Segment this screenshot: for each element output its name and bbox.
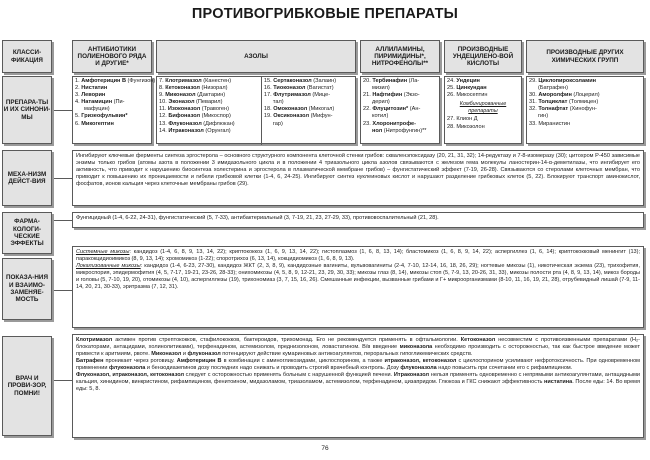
drug-number: 23. bbox=[363, 120, 373, 127]
drug-synonym: (Вагистат) bbox=[305, 85, 334, 92]
drug-number: 18. bbox=[263, 106, 274, 113]
note-text: следует с осторожностью применять больным с нарушенной функцией печени. bbox=[183, 372, 394, 379]
drug-item bbox=[75, 92, 149, 99]
notes-paragraph-1 bbox=[76, 337, 640, 358]
drug-number: 12. bbox=[159, 113, 169, 120]
note-text: нельзя применять одновременно с непрямыми антикоагулянтами, антацидными кальция, хинидином, винкристином, рифампицином, фенитоином, мидазоламом, триазоламом, астемизолом, терфенадином, цизапридом. Глюкоза и ГКС снижают эффективность bbox=[76, 372, 640, 386]
drug-synonym: Клион Д bbox=[456, 116, 478, 123]
drug-emphasis: нистатина bbox=[544, 379, 573, 386]
drug-number: 22. bbox=[363, 106, 373, 113]
indications-text bbox=[72, 246, 644, 328]
drug-item bbox=[363, 92, 437, 99]
systemic-mycoses: Системные микозы: кандидоз (1-4, 6, 8, 9, 13, 14, 22); криптококкоз (1, 6, 9, 13, 14, 22); гистоплазмоз (1, 6, 8, 13, 14); бластомикоз (1, 6, 8, 9, 14, 22); аспергиллез (1, 6, 14); криптококковый менингит (13); паракокцидиоимикоз (8, 9, 13, 14); хромомикоз (1-22); споротрихоз (6, 13, 14), кокцидиомикоз (1, 6, 8, 9, 13). bbox=[76, 249, 640, 263]
drug-emphasis: Клотримазол bbox=[76, 337, 113, 343]
note-text: . После еды: 14. Во время еды: 5, 8. bbox=[76, 379, 640, 393]
drug-synonym: (Низорал) bbox=[199, 85, 228, 92]
drug-name: Толциклат bbox=[538, 99, 568, 106]
row-label-indications: ПОКАЗА-НИЯ И ВЗАИМО-ЗАМЕНЯЕ-МОСТЬ bbox=[2, 258, 52, 320]
drug-number: 14. bbox=[159, 127, 169, 134]
drug-synonym: гар) bbox=[272, 120, 283, 127]
drug-name: Итраконазол bbox=[168, 127, 204, 134]
drug-synonym: (Дактарин) bbox=[195, 92, 226, 99]
drug-name: нол bbox=[372, 127, 383, 134]
drug-number: 8. bbox=[159, 85, 166, 92]
drug-number: 31. bbox=[529, 99, 539, 106]
drug-number: 19. bbox=[263, 113, 274, 120]
drug-item bbox=[75, 78, 156, 85]
drug-item bbox=[264, 121, 353, 128]
drug-item bbox=[363, 99, 437, 106]
effects-text: Фунгицидный (1-4, 6-22, 24-31), фунгистатический (5, 7-33), антибактериальный (3, 7-19, 21, 23, 27-29, 33), противовоспалительный (21, 28). bbox=[72, 212, 644, 228]
drug-synonym: (Ан- bbox=[408, 106, 421, 113]
drug-name: Сертаконазол bbox=[273, 78, 312, 84]
drug-number: 24. bbox=[447, 78, 457, 84]
drug-name: Бифоназол bbox=[168, 113, 201, 120]
drug-item bbox=[264, 78, 353, 85]
drug-name: Аморолфин bbox=[538, 92, 572, 99]
drug-synonym: (Мифун- bbox=[309, 113, 333, 120]
drug-name: Толнафтат bbox=[538, 106, 569, 113]
divider bbox=[261, 77, 262, 145]
header-undecylenic: ПРОИЗВОДНЫЕ УНДЕЦИЛЕНО-ВОЙ КИСЛОТЫ bbox=[444, 40, 522, 73]
mechanism-text: Ингибируют ключевые ферменты синтеза эргостерола – основного структурного компонента клеточной стенки грибов: скваленэпоксидазу (20, 21, 31, 32); 14-редуктазу и 7-8-изомеразу (30); цитохром Р-450 зависимые энзимы только грибов (атомы азота в положении 3 имидазольного цикла и в положении 4 триазольного цикла азолов связываются с железом гема молекулы ланостерин-14-α-деметилазы, что ингибирует его активность, что приводит к нарушению биосинтеза холестерина и эргостерола в плазматической мембране грибов) – фунгистатический эффект (7-19, 26-28). Связываются со стеролами клеточных мембран, что приводит к повышению их проницаемости и гибели грибковой клетки (1-4, 6, 24-25). Ингибируют синтез нуклеиновых кислот и нарушают разделение грибковых клеток (5, 22). Блокируют транспорт аминокислот, фосфатов, ионов кальция через клеточные мембраны грибов (29). bbox=[72, 150, 644, 206]
drug-emphasis: флуконазола bbox=[109, 365, 146, 372]
note-text: и бензодиазепинов дозу последних надо снижать и проводить строгий врачебный контроль. Дозу bbox=[145, 365, 401, 372]
drug-number: 26. bbox=[447, 92, 457, 99]
connector bbox=[54, 178, 72, 179]
drug-synonym: (Канестен) bbox=[201, 78, 232, 84]
drug-name: Цинкундан bbox=[456, 85, 487, 92]
drug-item bbox=[529, 92, 641, 99]
drug-number: 9. bbox=[159, 92, 166, 99]
drug-number: 32. bbox=[529, 106, 539, 113]
drug-name: Амфотерицин В bbox=[81, 78, 126, 84]
drug-synonym: (Ла- bbox=[407, 78, 420, 84]
note-text: активен против стрептококков, стафилококков, бактероидов, трихомонад. Его не рекомендуется применять в офтальмологии. bbox=[112, 337, 461, 343]
drug-synonym: мизил) bbox=[372, 85, 390, 92]
header-azoles: АЗОЛЫ bbox=[156, 40, 356, 73]
drug-name: Клотримазол bbox=[165, 78, 202, 84]
drug-number: 27. bbox=[447, 116, 457, 123]
connector bbox=[54, 290, 72, 291]
drug-name: Нафтифин bbox=[372, 92, 403, 99]
drug-synonym: (Батрафен) bbox=[538, 85, 568, 92]
note-text: потенцируют действие кумариновых антикоагулянтов, пероральных гипогликемических средств. bbox=[220, 351, 473, 358]
drug-synonym: гин) bbox=[538, 113, 549, 120]
drug-number: 10. bbox=[159, 99, 169, 106]
drug-synonym: (Травоген) bbox=[200, 106, 229, 113]
header-classification: КЛАССИ-ФИКАЦИЯ bbox=[2, 40, 52, 73]
drug-name: Омоконазол bbox=[273, 106, 308, 113]
drug-synonym: (Певарил) bbox=[194, 99, 223, 106]
drug-name: Тиоконазол bbox=[273, 85, 306, 92]
drug-number: 2. bbox=[75, 85, 82, 92]
drug-number: 4. bbox=[75, 99, 82, 106]
drug-item bbox=[75, 85, 149, 92]
drug-number: 28. bbox=[447, 123, 457, 130]
drug-number: 16. bbox=[263, 85, 274, 92]
drug-number: 7. bbox=[159, 78, 166, 84]
drug-synonym: (Пи- bbox=[112, 99, 125, 106]
notes-paragraph-3 bbox=[76, 372, 640, 393]
drug-item bbox=[264, 113, 353, 120]
note-text: с циклоспорином усиливают нефротоксичность. При одновременном применении bbox=[76, 358, 640, 372]
drug-number: 21. bbox=[363, 92, 373, 99]
drug-item bbox=[529, 121, 641, 128]
drug-number: 20. bbox=[363, 78, 373, 84]
drug-name: Леворин bbox=[81, 92, 106, 99]
local-mycoses: Локализованные микозы: кандидоз (1-4, 6-23, 27-30), кандидоз ЖКТ (2, 3, 8, 9), кандидозные вагиниты, вульвовагиниты (2-4, 7-10, 12-14, 16, 18, 26, 29); ногтевые микозы (1), никотическая экзема (23), трихофития, микроспория, эпидермофития (4, 5, 7-17, 19-21, 23-26, 28-33); онихомикозы (4, 5, 8, 9, 12-21, 23, 29, 30, 33); микозы глаз (8, 14), микозы стоп (5, 7-9, 13, 20-26, 31, 33), микозы полости рта (4, 8, 9, 13, 14), микоз бороды и головы (5, 7-10, 19, 20), отомикозы (4, 10), аспергиллезы (19), трихономиаз (3, 7, 15, 16, 26). Смешанные инфекции, вызванные грибами и Г+ микроорганизмами (8-10, 11, 16, 19, 21, 28), отрубевидный лишай (7-9, 11-14, 20, 21, 30-33), эритразма (7, 12, 31). bbox=[76, 263, 640, 291]
drug-item bbox=[363, 113, 437, 120]
drug-item bbox=[363, 121, 437, 128]
drug-item bbox=[264, 85, 353, 92]
drug-item bbox=[159, 128, 261, 135]
drug-synonym: Миранистин bbox=[538, 120, 571, 127]
drug-number: 3. bbox=[75, 92, 82, 99]
note-text: и bbox=[181, 351, 188, 358]
drug-name: Флуконазол bbox=[168, 120, 202, 127]
drug-item bbox=[363, 78, 437, 85]
drug-emphasis: флуконазол bbox=[187, 351, 221, 358]
drug-name: Микогептин bbox=[81, 120, 114, 127]
drug-name: Миконазол bbox=[165, 92, 196, 99]
drug-synonym: (Микоспор) bbox=[200, 113, 231, 120]
combination-label: Комбинированные препараты bbox=[459, 101, 507, 115]
note-text: в комбинации с аминогликозидами, циклоспорином, а также bbox=[221, 358, 385, 365]
row-label-mechanism: МЕХА-НИЗМ ДЕЙСТ-ВИЯ bbox=[2, 150, 52, 206]
drug-emphasis: Миконазол bbox=[151, 351, 182, 358]
drug-name: Тербинафин bbox=[372, 78, 408, 84]
drug-name: Флуцитозин* bbox=[372, 106, 409, 113]
drug-synonym: (Хинофун- bbox=[568, 106, 597, 113]
drug-synonym: (Экзо- bbox=[402, 92, 420, 99]
drug-synonym: (Залаин) bbox=[311, 78, 337, 84]
drug-name: Флутримазол bbox=[273, 92, 311, 99]
drug-item bbox=[75, 121, 149, 128]
row-label-effects: ФАРМА-КОЛОГИ-ЧЕСКИЕ ЭФФЕКТЫ bbox=[2, 212, 52, 254]
drug-emphasis: итраконазол, кетоконазол bbox=[384, 358, 457, 365]
drug-item bbox=[159, 78, 261, 85]
drug-item bbox=[159, 85, 261, 92]
other-drug-list bbox=[526, 76, 644, 144]
drug-item bbox=[447, 116, 519, 123]
drug-synonym: мафуцин) bbox=[84, 106, 110, 113]
drug-item bbox=[159, 113, 261, 120]
drug-item bbox=[159, 99, 261, 106]
connector bbox=[54, 380, 72, 381]
drug-number: 25. bbox=[447, 85, 457, 92]
drug-name: Кетоконазол bbox=[165, 85, 200, 92]
drug-synonym: (Лоцерил) bbox=[571, 92, 600, 99]
drug-name: Изоконазол bbox=[167, 106, 201, 113]
drug-synonym: (Мице- bbox=[310, 92, 331, 99]
header-polyene: АНТИБИОТИКИ ПОЛИЕНОВОГО РЯДА И ДРУГИЕ* bbox=[72, 40, 152, 73]
drug-name: Эконазол bbox=[168, 99, 195, 106]
drug-number: 29. bbox=[529, 78, 539, 84]
drug-name: Оксиконазол bbox=[273, 113, 310, 120]
drug-number: 33. bbox=[529, 120, 539, 127]
drug-number: 5. bbox=[75, 113, 82, 120]
drug-item bbox=[363, 128, 437, 135]
notes-text bbox=[72, 334, 644, 438]
undecylenic-drug-list bbox=[444, 76, 522, 144]
drug-number: 30. bbox=[529, 92, 539, 99]
drug-number: 6. bbox=[75, 120, 82, 127]
connector bbox=[54, 110, 72, 111]
drug-number: 17. bbox=[263, 92, 274, 99]
drug-item bbox=[529, 78, 641, 85]
note-text: необходимо производить с осторожностью, так как быстрое введение может привести к аритмиям, рвоте. bbox=[76, 344, 640, 358]
drug-synonym: (Орунгал) bbox=[203, 127, 231, 134]
row-label-drugs: ПРЕПАРА-ТЫ И ИХ СИНОНИ-МЫ bbox=[2, 76, 52, 144]
drug-emphasis: Флуконазол, итраконазол, кетоконазол bbox=[76, 372, 184, 379]
drug-name: Гризеофульвин* bbox=[81, 113, 128, 120]
drug-item bbox=[75, 99, 149, 106]
drug-item bbox=[264, 92, 353, 99]
page-number: 76 bbox=[321, 445, 329, 452]
drug-item bbox=[159, 121, 261, 128]
polyene-drug-list bbox=[72, 76, 156, 144]
drug-name: Ундецин bbox=[456, 78, 480, 84]
drug-synonym: Микосептин bbox=[456, 92, 488, 99]
drug-synonym: котил) bbox=[372, 113, 389, 120]
drug-item bbox=[75, 113, 149, 120]
drug-synonym: (Микогал) bbox=[307, 106, 335, 113]
drug-item bbox=[264, 99, 353, 106]
drug-item bbox=[447, 124, 519, 131]
drug-emphasis: Кетоконазол bbox=[460, 337, 496, 343]
drug-number: 13. bbox=[159, 120, 169, 127]
drug-emphasis: миконазола bbox=[399, 344, 433, 351]
connector bbox=[54, 220, 72, 221]
drug-number: 15. bbox=[263, 78, 274, 84]
drug-name: Нистатин bbox=[81, 85, 108, 92]
header-allylamines: АЛЛИЛАМИНЫ, ПИРИМИДИНЫ*, НИТРОФЕНОЛЫ** bbox=[360, 40, 440, 73]
note-text: несовместим с противоязвенными препаратами (Н₂-блокаторами, антацидами, холинолитиками), терфенадином, астемизолом, преднизолоном, ловастатином. В/в введение bbox=[76, 337, 640, 351]
note-text: надо повысить при сочетании его с рифампицином. bbox=[436, 365, 573, 372]
drug-name: Натамицин bbox=[81, 99, 113, 106]
drug-emphasis: Батрафен bbox=[76, 358, 104, 365]
drug-synonym: Микозолон bbox=[456, 123, 485, 130]
drug-item bbox=[159, 92, 261, 99]
drug-item bbox=[447, 92, 519, 99]
drug-item bbox=[529, 113, 641, 120]
drug-item bbox=[363, 106, 437, 113]
note-text: проникает через роговицу. bbox=[103, 358, 177, 365]
azole-drug-list bbox=[156, 76, 356, 144]
allylamine-drug-list bbox=[360, 76, 440, 144]
drug-synonym: (Нитрофунгин)** bbox=[382, 127, 427, 134]
drug-number: 11. bbox=[159, 106, 168, 113]
drug-name: Хлоронитрофе- bbox=[372, 120, 416, 127]
drug-item bbox=[447, 85, 519, 92]
drug-item bbox=[447, 78, 519, 85]
header-other: ПРОИЗВОДНЫЕ ДРУГИХ ХИМИЧЕСКИХ ГРУПП bbox=[526, 40, 644, 73]
drug-synonym: (Дифлюкан) bbox=[201, 120, 235, 127]
page-title: ПРОТИВОГРИБКОВЫЕ ПРЕПАРАТЫ bbox=[191, 6, 459, 22]
drug-number: 1. bbox=[75, 78, 82, 84]
drug-emphasis: Амфотерицин В bbox=[176, 358, 222, 365]
drug-synonym: (Толмицен) bbox=[567, 99, 599, 106]
drug-synonym: (Фунгизон) bbox=[126, 78, 156, 84]
drug-emphasis: Итраконазол bbox=[393, 372, 430, 379]
row-label-notes: ВРАЧ И ПРОВИ-ЗОР, ПОМНИ! bbox=[2, 336, 52, 436]
drug-synonym: тал) bbox=[272, 99, 284, 106]
notes-paragraph-2 bbox=[76, 358, 640, 372]
drug-item bbox=[529, 106, 641, 113]
drug-item bbox=[264, 106, 353, 113]
drug-name: Циклопироксоламин bbox=[538, 78, 597, 84]
drug-synonym: дерил) bbox=[372, 99, 390, 106]
drug-emphasis: флуконазола bbox=[400, 365, 437, 372]
